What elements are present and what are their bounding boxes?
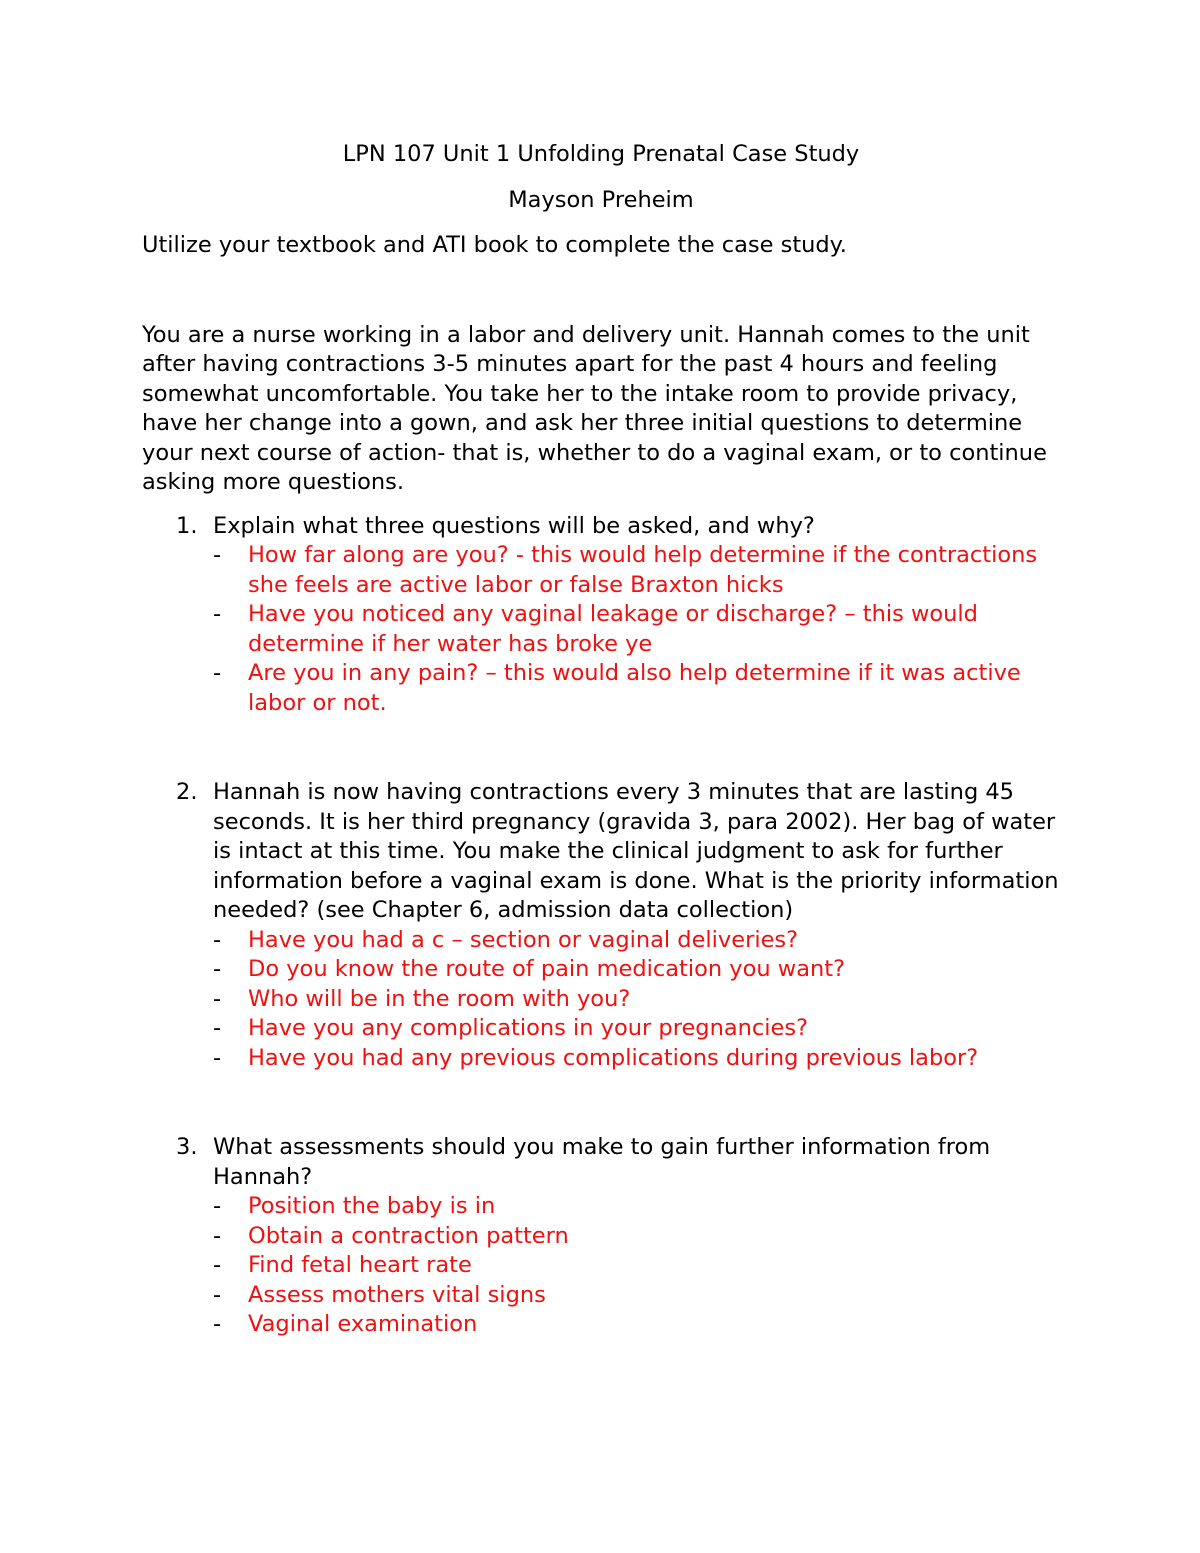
dash-bullet: - [213,1193,222,1219]
answer-text: Do you know the route of pain medication you want? [248,956,846,982]
dash-bullet: - [213,542,222,568]
question-text: Explain what three questions will be asked, and why? [213,512,815,539]
question-item [142,512,1060,719]
answer-item [213,985,1060,1015]
answer-item [213,1014,1060,1044]
question-number: 1. [176,512,198,539]
answer-item [213,1192,1060,1222]
dash-bullet: - [213,1222,222,1249]
answer-item [213,1251,1060,1281]
dash-bullet: - [213,926,222,953]
question-item [142,1133,1060,1340]
answer-text: Position the baby is in [248,1193,496,1219]
answer-list [213,541,1060,718]
question-item [142,778,1060,1073]
answer-item [213,541,1060,600]
answer-item [213,1222,1060,1252]
question-number: 2. [176,779,198,805]
answer-text: Vaginal examination [248,1311,478,1337]
question-number: 3. [176,1134,198,1160]
dash-bullet: - [213,1311,222,1337]
answer-text: Assess mothers vital signs [248,1281,546,1308]
answer-text: Who will be in the room with you? [248,985,631,1012]
answer-text: Obtain a contraction pattern [248,1222,569,1249]
dash-bullet: - [213,601,222,627]
answer-text: Have you had any previous complications during previous labor? [248,1044,979,1071]
author-name: Mayson Preheim [508,186,694,213]
document-title: LPN 107 Unit 1 Unfolding Prenatal Case Study [342,141,860,167]
question-list [142,512,1060,1340]
answer-item [213,926,1060,956]
case-intro-paragraph: You are a nurse working in a labor and delivery unit. Hannah comes to the unit after having contractions 3-5 minutes apart for the past 4 hours and feeling somewhat uncomfortable. You take her to the intake room to provide privacy, have her change into a gown, and ask her three initial questions to determine your next course of action- that is, whether to do a vaginal exam, or to continue asking more questions. [142,321,1047,495]
dash-bullet: - [213,985,222,1012]
answer-text: Are you in any pain? – this would also help determine if it was active labor or not. [248,660,1021,716]
answer-text: Have you had a c – section or vaginal deliveries? [248,926,799,953]
answer-text: Have you noticed any vaginal leakage or discharge? – this would determine if her water has broke ye [248,601,978,657]
answer-item [213,1281,1060,1311]
instructions-text: Utilize your textbook and ATI book to complete the case study. [142,232,847,258]
dash-bullet: - [213,660,222,686]
question-text: What assessments should you make to gain further information from Hannah? [213,1134,991,1190]
answer-list [213,1192,1060,1340]
answer-text: How far along are you? - this would help determine if the contractions she feels are active labor or false Braxton hicks [248,542,1038,598]
answer-item [213,955,1060,985]
answer-item [213,600,1060,659]
dash-bullet: - [213,1281,222,1308]
dash-bullet: - [213,1044,222,1071]
answer-list [213,926,1060,1074]
answer-text: Have you any complications in your pregnancies? [248,1015,809,1041]
dash-bullet: - [213,956,222,982]
dash-bullet: - [213,1015,222,1041]
answer-item [213,1310,1060,1340]
answer-item [213,659,1060,718]
answer-item [213,1044,1060,1074]
question-text: Hannah is now having contractions every 3 minutes that are lasting 45 seconds. It is her third pregnancy (gravida 3, para 2002). Her bag of water is intact at this time. You make the clinical judgment to ask for further information before a vaginal exam is done. What is the priority information needed? (see Chapter 6, admission data collection) [213,779,1059,923]
dash-bullet: - [213,1252,222,1278]
answer-text: Find fetal heart rate [248,1252,472,1278]
